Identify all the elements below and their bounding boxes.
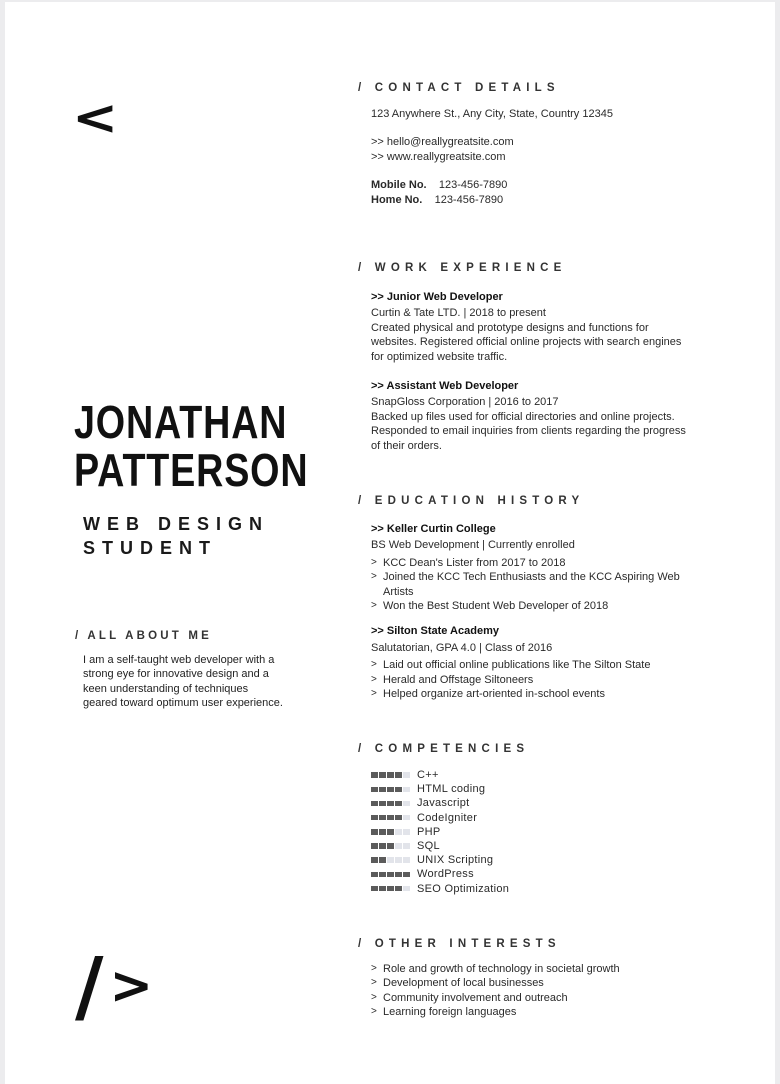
skill-row	[371, 768, 751, 782]
skill-level-meter	[371, 872, 417, 878]
skill-name: UNIX Scripting	[417, 854, 494, 867]
level-filled-icon	[379, 829, 386, 835]
work-list	[358, 290, 691, 453]
achievement-item: > Won the Best Student Web Developer of 2018	[371, 599, 696, 613]
role-line-2: STUDENT	[83, 538, 217, 558]
level-filled-icon	[371, 787, 378, 793]
achievement-item: > Laid out official online publications like The Silton State	[371, 658, 696, 672]
school-achievements	[371, 556, 696, 614]
mobile-number: 123-456-7890	[438, 179, 508, 192]
level-filled-icon	[387, 843, 394, 849]
interests-section-title: / OTHER INTERESTS	[358, 938, 561, 950]
skill-row	[371, 782, 751, 796]
applicant-name	[74, 398, 308, 494]
level-empty-icon	[403, 787, 410, 793]
first-name: JONATHAN	[74, 396, 288, 448]
address: 123 Anywhere St., Any City, State, Country 12345	[371, 108, 613, 120]
level-filled-icon	[387, 829, 394, 835]
skill-name: CodeIgniter	[417, 811, 478, 824]
job-description: Created physical and prototype designs and functions for websites. Registered official online projects with search engines for optimized website traffic.	[371, 321, 682, 363]
skill-row	[371, 853, 751, 867]
level-filled-icon	[395, 815, 402, 821]
level-empty-icon	[395, 857, 402, 863]
home-row	[371, 193, 751, 207]
school-detail: BS Web Development | Currently enrolled	[371, 539, 575, 552]
level-empty-icon	[403, 829, 410, 835]
last-name: PATTERSON	[74, 444, 309, 496]
level-filled-icon	[379, 872, 386, 878]
level-filled-icon	[371, 843, 378, 849]
level-filled-icon	[371, 872, 378, 878]
interests-bullets	[371, 962, 701, 1020]
level-filled-icon	[395, 886, 402, 892]
level-filled-icon	[395, 772, 402, 778]
skill-row	[371, 839, 751, 853]
level-filled-icon	[371, 829, 378, 835]
level-filled-icon	[387, 801, 394, 807]
contact-section-title: / CONTACT DETAILS	[358, 82, 560, 94]
level-empty-icon	[403, 843, 410, 849]
job-position: >> Junior Web Developer	[371, 291, 503, 303]
website-link[interactable]: >> www.reallygreatsite.com	[371, 150, 506, 163]
level-filled-icon	[379, 843, 386, 849]
level-filled-icon	[379, 815, 386, 821]
level-filled-icon	[371, 801, 378, 807]
skill-level-meter	[371, 787, 417, 793]
achievement-item: > Herald and Offstage Siltoneers	[371, 673, 696, 687]
job-position: >> Assistant Web Developer	[371, 380, 519, 393]
level-empty-icon	[403, 801, 410, 807]
skill-name: PHP	[417, 825, 441, 838]
level-empty-icon	[403, 815, 410, 821]
level-filled-icon	[379, 801, 386, 807]
slash-glyph: /	[75, 942, 110, 1032]
skill-level-meter	[371, 801, 417, 807]
level-filled-icon	[387, 886, 394, 892]
skill-level-meter	[371, 857, 417, 863]
resume-page	[5, 2, 775, 1084]
skill-row	[371, 811, 751, 825]
skill-name: SQL	[417, 840, 440, 853]
contact-details	[358, 107, 751, 207]
level-filled-icon	[403, 872, 410, 878]
job-company: Curtin & Tate LTD. | 2018 to present	[371, 307, 546, 320]
level-filled-icon	[387, 787, 394, 793]
level-filled-icon	[395, 872, 402, 878]
level-filled-icon	[387, 872, 394, 878]
level-filled-icon	[379, 787, 386, 793]
level-filled-icon	[395, 787, 402, 793]
skill-name: Javascript	[417, 797, 470, 810]
level-filled-icon	[371, 815, 378, 821]
skills-list	[358, 768, 751, 896]
job-company: SnapGloss Corporation | 2016 to 2017	[371, 396, 559, 409]
level-empty-icon	[403, 772, 410, 778]
school-name: >> Keller Curtin College	[371, 523, 496, 535]
mobile-label: Mobile No.	[371, 179, 427, 192]
level-filled-icon	[395, 801, 402, 807]
level-filled-icon	[387, 772, 394, 778]
gt-glyph: >	[109, 956, 160, 1016]
skill-level-meter	[371, 772, 417, 778]
level-filled-icon	[387, 815, 394, 821]
school-detail: Salutatorian, GPA 4.0 | Class of 2016	[371, 641, 553, 654]
school-entry	[371, 624, 696, 701]
skill-level-meter	[371, 843, 417, 849]
level-empty-icon	[403, 857, 410, 863]
level-empty-icon	[403, 886, 410, 892]
skill-level-meter	[371, 886, 417, 892]
about-section-title: / ALL ABOUT ME	[75, 630, 213, 642]
interests-list	[358, 962, 701, 1020]
applicant-role	[83, 512, 269, 560]
about-text: I am a self-taught web developer with a strong eye for innovative design and a keen understanding of techniques geared toward optimum user experience.	[83, 654, 283, 709]
skill-row	[371, 825, 751, 839]
level-empty-icon	[387, 857, 394, 863]
education-list	[358, 522, 696, 701]
close-tag-icon	[75, 942, 160, 1032]
level-filled-icon	[379, 857, 386, 863]
email-link[interactable]: >> hello@reallygreatsite.com	[371, 136, 514, 149]
skill-row	[371, 796, 751, 810]
school-entry	[371, 522, 696, 613]
job-description: Backed up files used for official directories and online projects. Responded to email inquiries from clients regarding the progress of their orders.	[371, 410, 686, 452]
home-number: 123-456-7890	[434, 193, 504, 206]
home-label: Home No.	[371, 193, 423, 206]
interest-item: > Role and growth of technology in societal growth	[371, 962, 701, 976]
skill-row	[371, 867, 751, 881]
skill-level-meter	[371, 815, 417, 821]
education-section-title: / EDUCATION HISTORY	[358, 495, 585, 507]
level-filled-icon	[371, 886, 378, 892]
achievement-item: > Helped organize art-oriented in-school events	[371, 687, 696, 701]
mobile-row	[371, 178, 751, 192]
level-empty-icon	[395, 843, 402, 849]
role-line-1: WEB DESIGN	[83, 514, 270, 534]
competencies-section-title: / COMPETENCIES	[358, 743, 530, 755]
work-section-title: / WORK EXPERIENCE	[358, 262, 567, 274]
skill-name: SEO Optimization	[417, 882, 510, 895]
skill-level-meter	[371, 829, 417, 835]
level-filled-icon	[371, 857, 378, 863]
interest-item: > Community involvement and outreach	[371, 991, 701, 1005]
skill-name: HTML coding	[417, 783, 486, 796]
level-filled-icon	[379, 886, 386, 892]
school-name: >> Silton State Academy	[371, 625, 499, 638]
school-achievements	[371, 658, 696, 701]
level-filled-icon	[371, 772, 378, 778]
skill-name: WordPress	[417, 868, 474, 881]
skill-row	[371, 882, 751, 896]
level-empty-icon	[395, 829, 402, 835]
job-entry	[371, 379, 691, 453]
achievement-item: > Joined the KCC Tech Enthusiasts and the KCC Aspiring Web Artists	[371, 570, 696, 599]
open-bracket-icon: <	[71, 90, 119, 146]
level-filled-icon	[379, 772, 386, 778]
interest-item: > Learning foreign languages	[371, 1005, 701, 1019]
achievement-item: > KCC Dean's Lister from 2017 to 2018	[371, 556, 696, 570]
interest-item: > Development of local businesses	[371, 976, 701, 990]
job-entry	[371, 290, 691, 364]
skill-name: C++	[417, 769, 439, 782]
